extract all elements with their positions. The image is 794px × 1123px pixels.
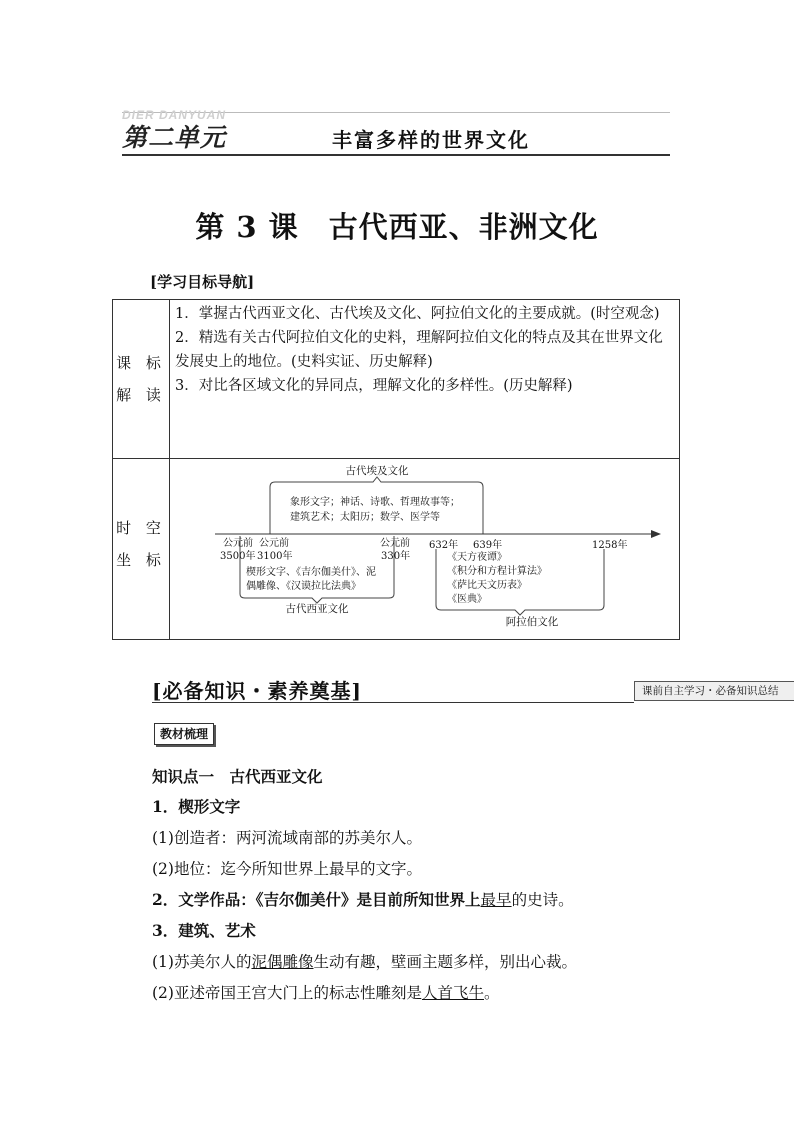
section-tag: 课前自主学习・必备知识总结 [634,681,794,701]
knowledge-text: 2．文学作品：《吉尔伽美什》是目前所知世界上 [152,890,481,909]
west-asia-item: 偶雕像、《汉谟拉比法典》 [246,581,361,592]
knowledge-point-title: 知识点一 古代西亚文化 [152,767,323,786]
arab-item: 《积分和方程计算法》 [447,566,547,577]
date-label: 330年 [381,551,411,562]
unit-label: 第二单元 [122,123,227,152]
knowledge-item [152,950,577,972]
knowledge-text: 。 [483,984,500,1002]
unit-pinyin: DIER DANYUAN [122,108,227,122]
section-rule [152,702,634,703]
arab-item: 《萨比天文历表》 [447,580,527,591]
knowledge-text: 生动有趣，壁画主题多样，别出心裁。 [313,953,577,971]
date-label: 632年 [429,540,459,551]
knowledge-item-heading: 3．建筑、艺术 [152,921,256,940]
date-label: 639年 [473,540,503,551]
knowledge-item: (2)地位：迄今所知世界上最早的文字。 [152,860,422,878]
section-title: [必备知识・素养奠基] [152,679,362,703]
textbook-review-tag: 教材梳理 [154,723,214,745]
knowledge-text: 的史诗。 [511,891,574,909]
standards-item: 2．精选有关古代阿拉伯文化的史料，理解阿拉伯文化的特点及其在世界文化发展史上的地位。(史料实证、历史解释) [175,330,663,370]
standards-item: 3．对比各区域文化的异同点，理解文化的多样性。(历史解释) [175,378,573,394]
knowledge-item: (1)创造者：两河流域南部的苏美尔人。 [152,829,422,847]
egypt-item: 建筑艺术；太阳历；数学、医学等 [290,512,440,523]
unit-theme: 丰富多样的世界文化 [332,128,530,152]
arab-culture-label: 阿拉伯文化 [505,616,559,628]
learning-goals-label: [学习目标导航] [150,273,255,291]
date-label: 1258年 [592,540,628,551]
egypt-item: 象形文字；神话、诗歌、哲理故事等； [290,497,460,508]
standards-item: 1．掌握古代西亚文化、古代埃及文化、阿拉伯文化的主要成就。(时空观念) [175,306,660,322]
learning-goals-table [112,299,680,640]
timeline-diagram [1,1,794,661]
west-asia-item: 楔形文字、《吉尔伽美什》、泥 [246,567,376,578]
date-label: 公元前 [223,538,253,549]
arab-item: 《天方夜谭》 [447,552,507,563]
timeline-label-line: 坐 标 [116,551,166,569]
date-label: 3500年 [220,551,256,562]
egypt-culture-label: 古代埃及文化 [345,465,409,477]
timeline-arrowhead-icon [651,530,661,538]
knowledge-item [152,981,500,1003]
knowledge-text: (2)亚述帝国王宫大门上的标志性雕刻是 [152,984,422,1002]
knowledge-item-heading: 1．楔形文字 [152,797,241,816]
timeline-label-line: 时 空 [116,519,166,537]
arab-item: 《医典》 [447,594,487,605]
date-label: 公元前 [259,538,289,549]
key-term: 人首飞牛 [421,984,484,1002]
key-term: 最早 [480,891,512,909]
standards-label-line: 解 读 [116,386,166,404]
date-label: 公元前 [380,538,410,549]
date-label: 3100年 [257,551,293,562]
key-term: 泥偶雕像 [251,953,314,971]
knowledge-text: (1)苏美尔人的 [152,953,252,971]
lesson-title: 第 3 课 古代西亚、非洲文化 [195,210,599,244]
standards-label-line: 课 标 [116,354,166,372]
knowledge-item [152,888,574,910]
west-asia-culture-label: 古代西亚文化 [285,603,349,615]
